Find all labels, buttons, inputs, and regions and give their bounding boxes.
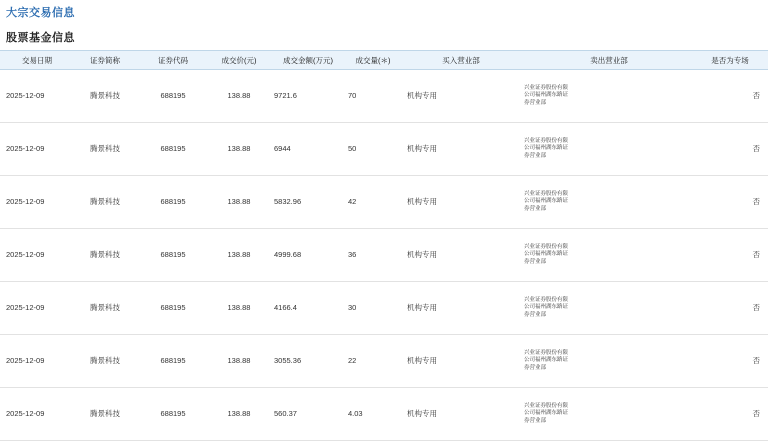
- table-row: [0, 388, 768, 441]
- buyer-text: 机构专用: [407, 409, 437, 419]
- block-trade-table: [0, 50, 768, 441]
- cell-seller: [518, 388, 697, 441]
- cell-volume: 42: [345, 176, 401, 229]
- cell-special: 否: [697, 70, 768, 123]
- table-row: [0, 335, 768, 388]
- seller-text: 兴业证券股份有限公司福州湖东路证券营业部: [524, 191, 569, 212]
- column-header-price: 成交价(元): [207, 51, 271, 70]
- cell-security-code: 688195: [139, 176, 207, 229]
- cell-special: 否: [697, 335, 768, 388]
- column-header-volume: 成交量(＊): [345, 51, 401, 70]
- cell-buyer: [401, 388, 518, 441]
- cell-volume: 70: [345, 70, 401, 123]
- table-header-row: [0, 51, 768, 70]
- cell-seller: [518, 335, 697, 388]
- cell-buyer: [401, 123, 518, 176]
- cell-amount: 5832.96: [271, 176, 345, 229]
- cell-price: 138.88: [207, 70, 271, 123]
- cell-security-name: 腾景科技: [71, 335, 139, 388]
- column-header-security-name: 证券简称: [71, 51, 139, 70]
- table-row: [0, 282, 768, 335]
- cell-special: 否: [697, 176, 768, 229]
- cell-special: 否: [697, 388, 768, 441]
- cell-seller: [518, 282, 697, 335]
- cell-buyer: [401, 176, 518, 229]
- cell-security-code: 688195: [139, 70, 207, 123]
- seller-text: 兴业证券股份有限公司福州湖东路证券营业部: [524, 403, 569, 424]
- seller-text: 兴业证券股份有限公司福州湖东路证券营业部: [524, 350, 569, 371]
- cell-amount: 560.37: [271, 388, 345, 441]
- seller-text: 兴业证券股份有限公司福州湖东路证券营业部: [524, 244, 569, 265]
- cell-seller: [518, 123, 697, 176]
- buyer-text: 机构专用: [407, 91, 437, 101]
- cell-volume: 22: [345, 335, 401, 388]
- cell-security-name: 腾景科技: [71, 70, 139, 123]
- cell-security-code: 688195: [139, 229, 207, 282]
- column-header-amount: 成交金额(万元): [271, 51, 345, 70]
- cell-seller: [518, 176, 697, 229]
- column-header-trade-date: 交易日期: [0, 51, 71, 70]
- cell-trade-date: 2025-12-09: [0, 388, 71, 441]
- cell-security-name: 腾景科技: [71, 282, 139, 335]
- cell-amount: 3055.36: [271, 335, 345, 388]
- cell-price: 138.88: [207, 229, 271, 282]
- seller-text: 兴业证券股份有限公司福州湖东路证券营业部: [524, 85, 569, 106]
- column-header-special: 是否为专场: [697, 51, 768, 70]
- buyer-text: 机构专用: [407, 250, 437, 260]
- cell-security-code: 688195: [139, 123, 207, 176]
- cell-trade-date: 2025-12-09: [0, 335, 71, 388]
- page-title: 大宗交易信息: [6, 7, 75, 19]
- table-row: [0, 176, 768, 229]
- cell-seller: [518, 70, 697, 123]
- cell-amount: 6944: [271, 123, 345, 176]
- cell-buyer: [401, 70, 518, 123]
- cell-special: 否: [697, 123, 768, 176]
- buyer-text: 机构专用: [407, 356, 437, 366]
- seller-text: 兴业证券股份有限公司福州湖东路证券营业部: [524, 297, 569, 318]
- cell-security-name: 腾景科技: [71, 123, 139, 176]
- buyer-text: 机构专用: [407, 197, 437, 207]
- cell-trade-date: 2025-12-09: [0, 176, 71, 229]
- cell-trade-date: 2025-12-09: [0, 123, 71, 176]
- cell-security-name: 腾景科技: [71, 388, 139, 441]
- seller-text: 兴业证券股份有限公司福州湖东路证券营业部: [524, 138, 569, 159]
- cell-price: 138.88: [207, 335, 271, 388]
- table-row: [0, 229, 768, 282]
- cell-trade-date: 2025-12-09: [0, 229, 71, 282]
- cell-price: 138.88: [207, 123, 271, 176]
- buyer-text: 机构专用: [407, 144, 437, 154]
- cell-security-name: 腾景科技: [71, 176, 139, 229]
- cell-amount: 9721.6: [271, 70, 345, 123]
- table-row: [0, 123, 768, 176]
- cell-security-code: 688195: [139, 388, 207, 441]
- cell-special: 否: [697, 282, 768, 335]
- cell-security-code: 688195: [139, 282, 207, 335]
- buyer-text: 机构专用: [407, 303, 437, 313]
- cell-volume: 50: [345, 123, 401, 176]
- cell-volume: 36: [345, 229, 401, 282]
- cell-buyer: [401, 335, 518, 388]
- table-header: [0, 51, 768, 70]
- column-header-security-code: 证券代码: [139, 51, 207, 70]
- cell-price: 138.88: [207, 282, 271, 335]
- cell-trade-date: 2025-12-09: [0, 282, 71, 335]
- cell-buyer: [401, 282, 518, 335]
- cell-buyer: [401, 229, 518, 282]
- cell-security-code: 688195: [139, 335, 207, 388]
- column-header-buyer: 买入营业部: [401, 51, 518, 70]
- column-header-seller: 卖出营业部: [518, 51, 697, 70]
- cell-price: 138.88: [207, 176, 271, 229]
- cell-trade-date: 2025-12-09: [0, 70, 71, 123]
- cell-volume: 4.03: [345, 388, 401, 441]
- section-title: 股票基金信息: [6, 32, 75, 44]
- cell-price: 138.88: [207, 388, 271, 441]
- cell-special: 否: [697, 229, 768, 282]
- cell-volume: 30: [345, 282, 401, 335]
- cell-amount: 4999.68: [271, 229, 345, 282]
- table-row: [0, 70, 768, 123]
- table-body: [0, 70, 768, 441]
- cell-security-name: 腾景科技: [71, 229, 139, 282]
- cell-amount: 4166.4: [271, 282, 345, 335]
- cell-seller: [518, 229, 697, 282]
